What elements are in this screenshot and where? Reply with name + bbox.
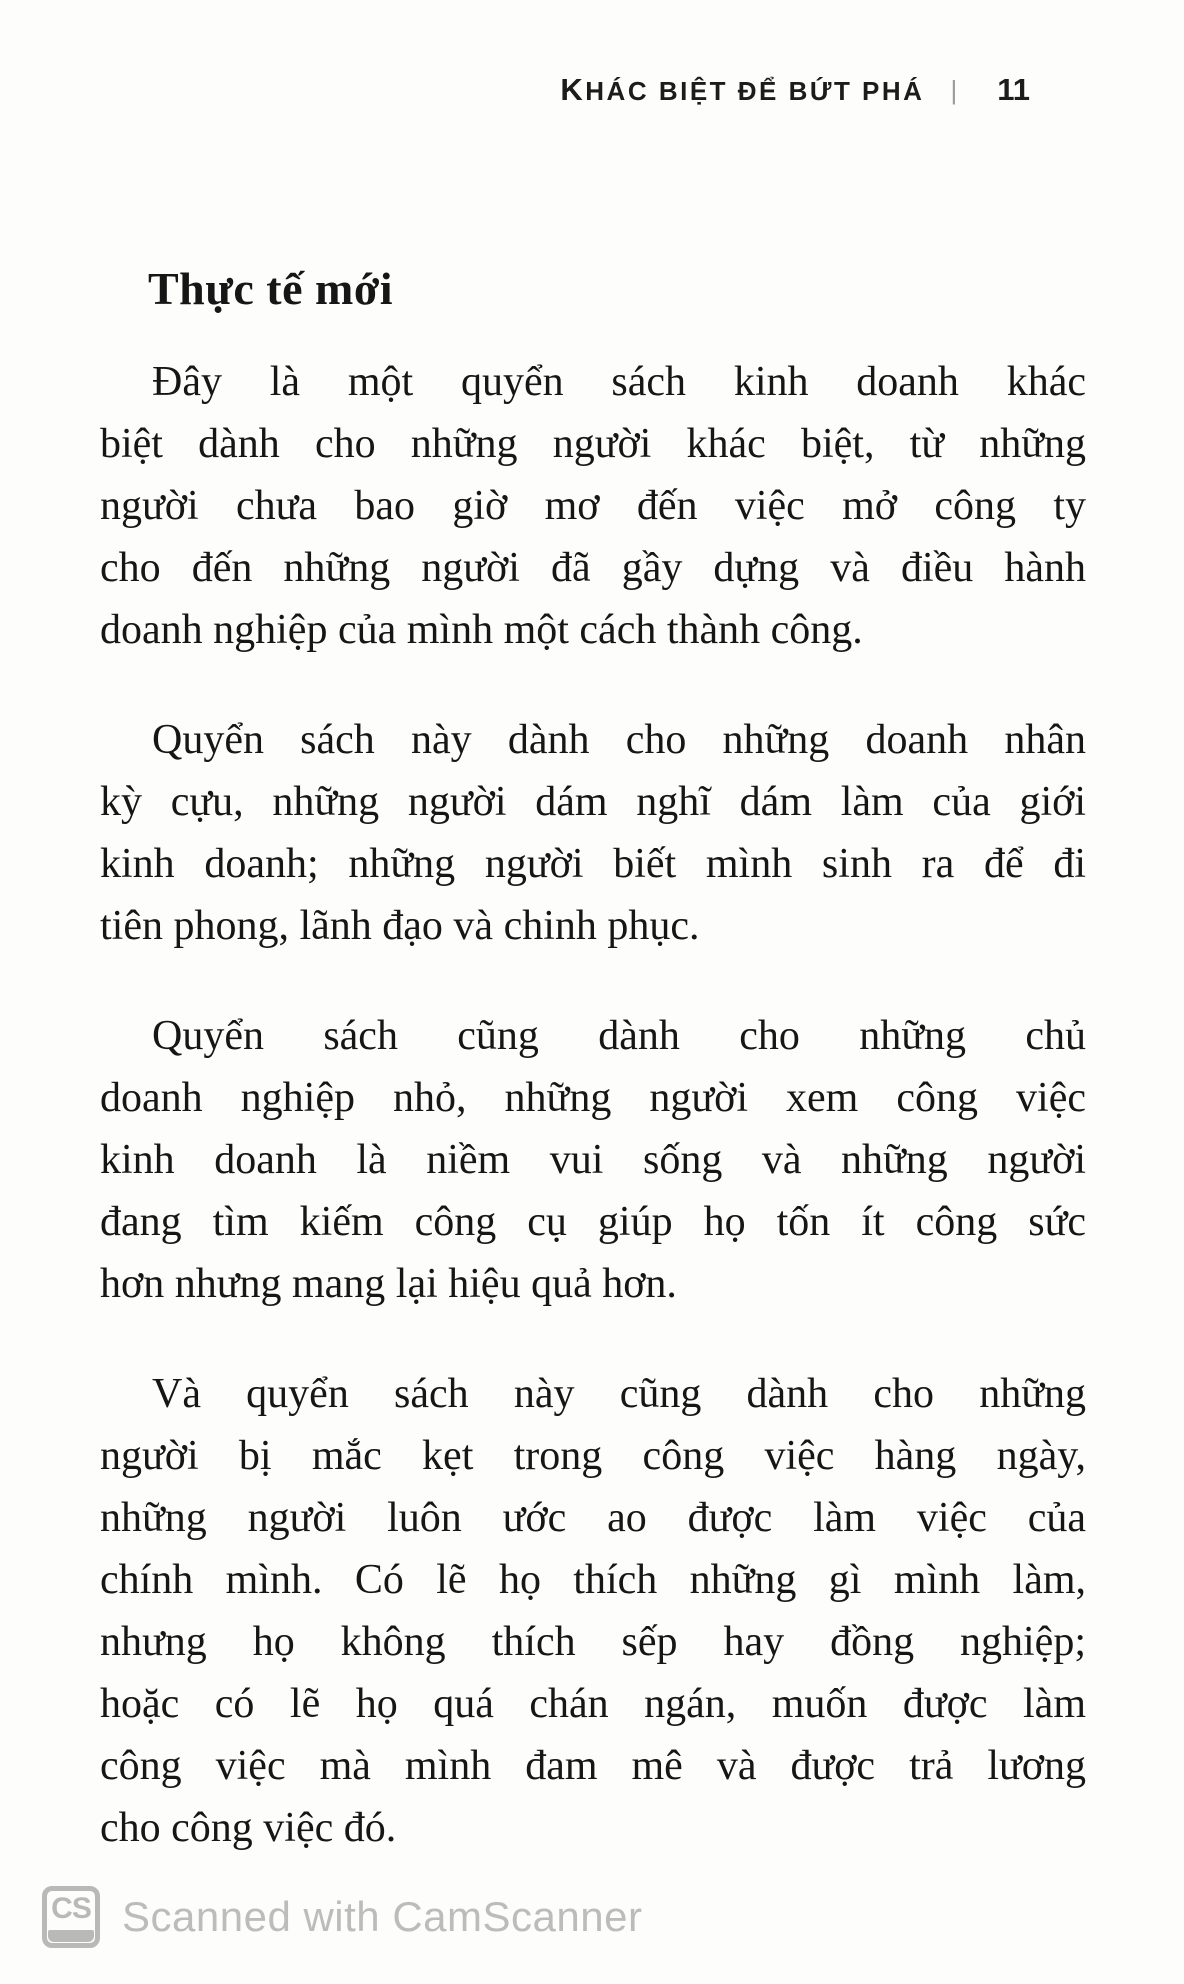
page-number: 11 bbox=[997, 72, 1030, 107]
text-line: người bị mắc kẹt trong công việc hàng ngày, bbox=[100, 1433, 1086, 1479]
text-line: công việc mà mình đam mê và được trả lương bbox=[100, 1743, 1086, 1789]
text-line: kinh doanh; những người biết mình sinh ra để đi bbox=[100, 841, 1086, 887]
text-line: biệt dành cho những người khác biệt, từ những bbox=[100, 421, 1086, 467]
text-line: hoặc có lẽ họ quá chán ngán, muốn được làm bbox=[100, 1681, 1086, 1727]
text-line: Đây là một quyển sách kinh doanh khác bbox=[152, 359, 1086, 405]
text-line: nhưng họ không thích sếp hay đồng nghiệp; bbox=[100, 1619, 1086, 1665]
paragraph bbox=[100, 351, 1086, 661]
camscanner-logo-icon bbox=[42, 1886, 100, 1948]
text-line: cho công việc đó. bbox=[100, 1805, 397, 1851]
text-line: Và quyển sách này cũng dành cho những bbox=[152, 1371, 1086, 1417]
camscanner-watermark bbox=[42, 1886, 642, 1948]
text-line: doanh nghiệp của mình một cách thành công. bbox=[100, 607, 863, 653]
text-line: hơn nhưng mang lại hiệu quả hơn. bbox=[100, 1261, 677, 1307]
book-title: KHÁC BIỆT ĐỂ BỨT PHÁ bbox=[560, 72, 925, 107]
header-divider: | bbox=[950, 75, 958, 105]
text-line: tiên phong, lãnh đạo và chinh phục. bbox=[100, 903, 700, 949]
text-line: Quyển sách cũng dành cho những chủ bbox=[152, 1013, 1086, 1059]
text-line: đang tìm kiếm công cụ giúp họ tốn ít công sức bbox=[100, 1199, 1086, 1245]
paragraph bbox=[100, 1363, 1086, 1859]
text-line: chính mình. Có lẽ họ thích những gì mình làm, bbox=[100, 1557, 1086, 1603]
paragraph bbox=[100, 709, 1086, 957]
running-header bbox=[0, 72, 1030, 108]
camscanner-logo-text: CS bbox=[51, 1892, 91, 1925]
text-column bbox=[100, 262, 1086, 1907]
text-line: cho đến những người đã gầy dựng và điều hành bbox=[100, 545, 1086, 591]
text-line: kinh doanh là niềm vui sống và những người bbox=[100, 1137, 1086, 1183]
text-line: Quyển sách này dành cho những doanh nhân bbox=[152, 717, 1086, 763]
camscanner-logo-bar bbox=[48, 1930, 94, 1942]
text-line: kỳ cựu, những người dám nghĩ dám làm của giới bbox=[100, 779, 1086, 825]
text-line: doanh nghiệp nhỏ, những người xem công việc bbox=[100, 1075, 1086, 1121]
paragraph bbox=[100, 1005, 1086, 1315]
text-line: những người luôn ước ao được làm việc của bbox=[100, 1495, 1086, 1541]
text-line: người chưa bao giờ mơ đến việc mở công ty bbox=[100, 483, 1086, 529]
watermark-label: Scanned with CamScanner bbox=[122, 1893, 643, 1940]
section-heading: Thực tế mới bbox=[148, 263, 394, 314]
